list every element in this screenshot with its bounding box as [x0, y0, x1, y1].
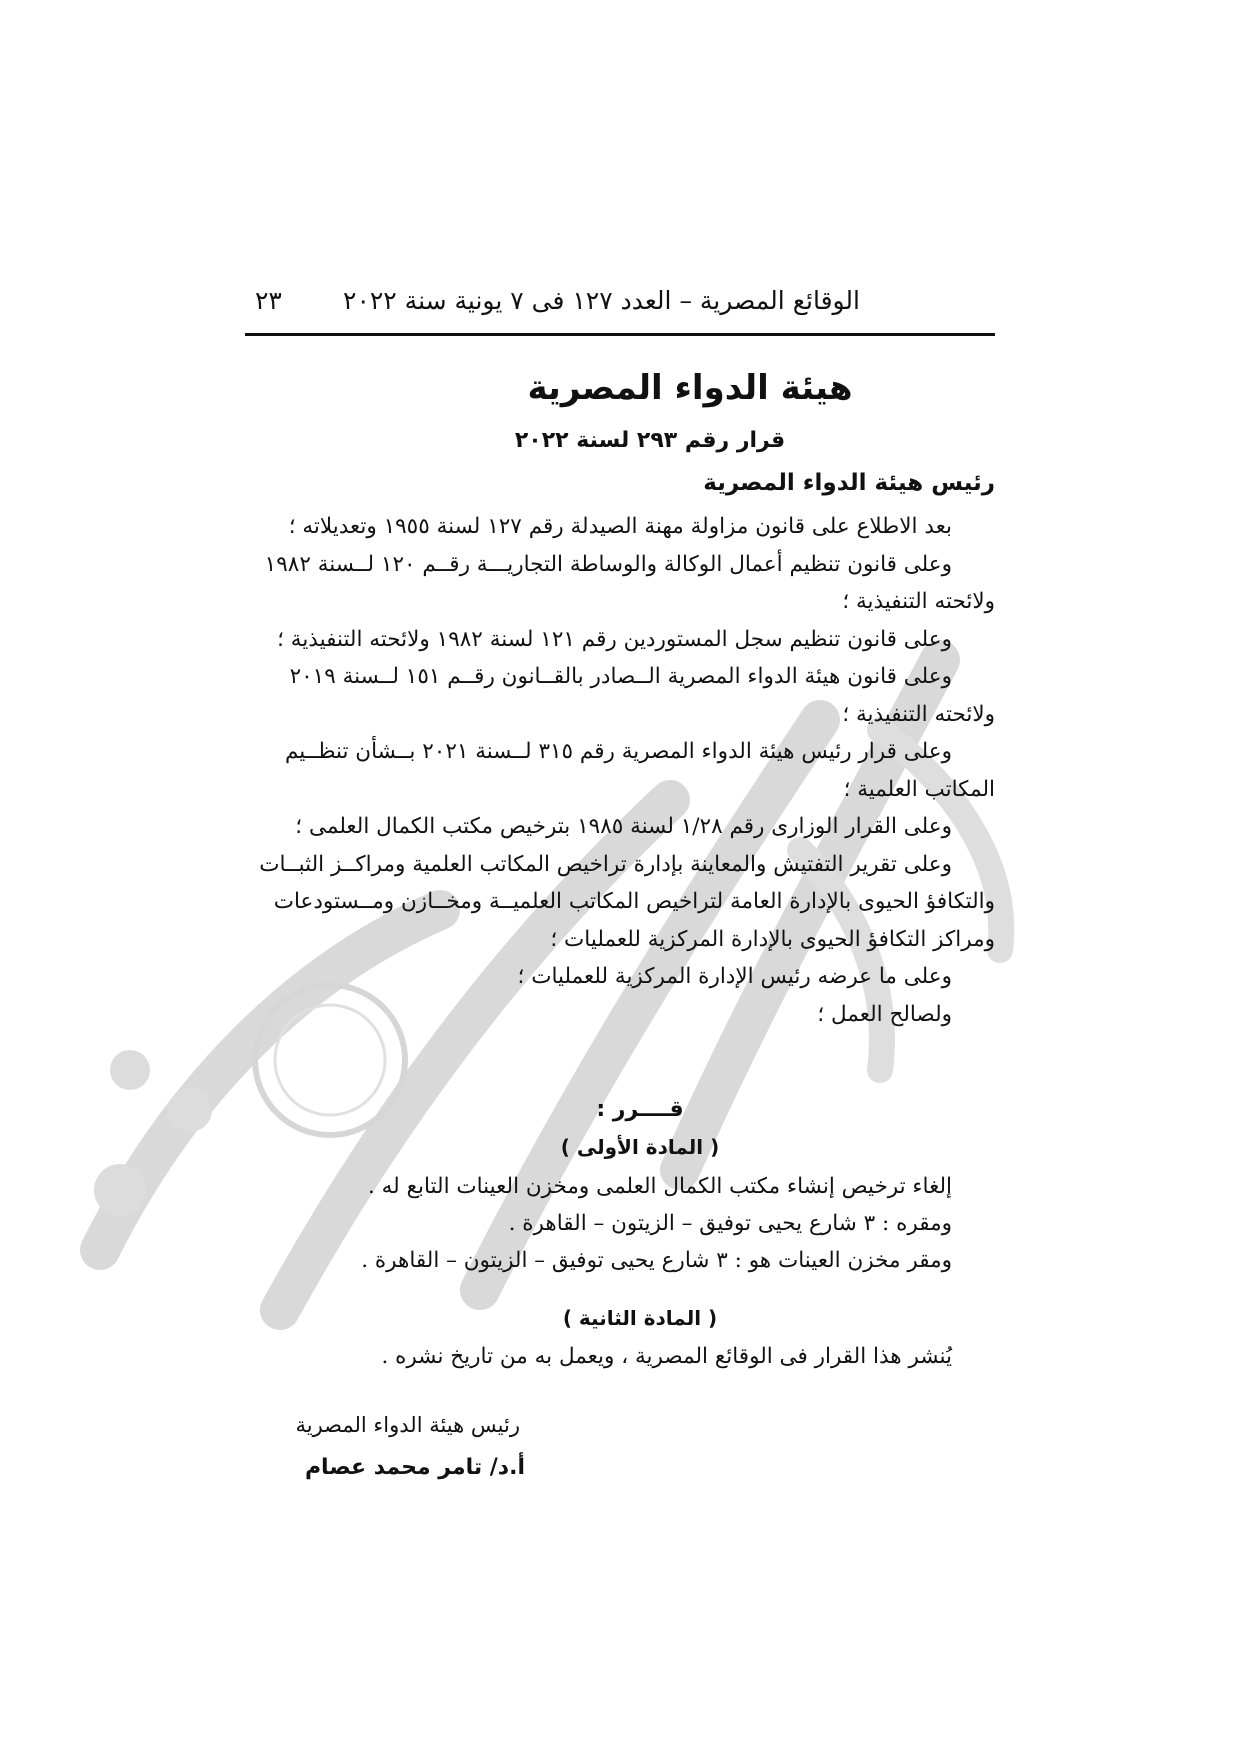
- preamble-line: وعلى ما عرضه رئيس الإدارة المركزية للعمليات ؛: [517, 964, 952, 989]
- preamble-line: ومراكز التكافؤ الحيوى بالإدارة المركزية للعمليات ؛: [550, 926, 995, 952]
- header-divider: [245, 333, 995, 336]
- preamble-line: وعلى قانون تنظيم سجل المستوردين رقم ١٢١ لسنة ١٩٨٢ ولائحته التنفيذية ؛: [277, 626, 952, 652]
- article-1-body: [245, 1168, 995, 1279]
- page-number: ٢٣: [255, 286, 282, 315]
- signatory-role: رئيس هيئة الدواء المصرية: [295, 1413, 520, 1437]
- preamble-line: ولصالح العمل ؛: [817, 1001, 952, 1027]
- issuer-heading: رئيس هيئة الدواء المصرية: [703, 470, 995, 496]
- preamble-line: وعلى القرار الوزارى رقم ١/٢٨ لسنة ١٩٨٥ بترخيص مكتب الكمال العلمى ؛: [295, 814, 952, 839]
- page-content: [245, 0, 995, 1754]
- preamble-line: وعلى قانون تنظيم أعمال الوكالة والوساطة التجاريـــة رقــم ١٢٠ لــسنة ١٩٨٢: [264, 551, 952, 577]
- preamble-line: وعلى تقرير التفتيش والمعاينة بإدارة تراخيص المكاتب العلمية ومراكــز الثبــات: [259, 851, 952, 877]
- article-line: إلغاء ترخيص إنشاء مكتب الكمال العلمى ومخزن العينات التابع له .: [367, 1174, 952, 1199]
- authority-title: هيئة الدواء المصرية: [527, 368, 853, 408]
- preamble-line: وعلى قرار رئيس هيئة الدواء المصرية رقم ٣١٥ لــسنة ٢٠٢١ بــشأن تنظــيم: [284, 739, 952, 764]
- preamble-line: ولائحته التنفيذية ؛: [842, 589, 995, 614]
- article-line: ومقر مخزن العينات هو : ٣ شارع يحيى توفيق – الزيتون – القاهرة .: [361, 1248, 952, 1273]
- article-1-title: ( المادة الأولى ): [560, 1135, 720, 1159]
- signature-block: [245, 1405, 525, 1480]
- preamble-line: والتكافؤ الحيوى بالإدارة العامة لتراخيص المكاتب العلميــة ومخــازن ومــستودعات: [273, 889, 995, 914]
- preamble-line: ولائحته التنفيذية ؛: [842, 701, 995, 727]
- preamble-line: بعد الاطلاع على قانون مزاولة مهنة الصيدلة رقم ١٢٧ لسنة ١٩٥٥ وتعديلاته ؛: [288, 514, 952, 539]
- article-line: يُنشر هذا القرار فى الوقائع المصرية ، ويعمل به من تاريخ نشره .: [381, 1344, 952, 1369]
- article-2-title: ( المادة الثانية ): [562, 1306, 718, 1330]
- preamble-line: المكاتب العلمية ؛: [843, 776, 995, 802]
- running-header: [245, 286, 995, 326]
- preamble-line: وعلى قانون هيئة الدواء المصرية الــصادر بالقــانون رقــم ١٥١ لــسنة ٢٠١٩: [289, 664, 952, 689]
- decided-label: قــــرر :: [596, 1097, 684, 1122]
- signatory-name: أ.د/ تامر محمد عصام: [304, 1455, 525, 1480]
- gazette-issue-line: الوقائع المصرية – العدد ١٢٧ فى ٧ يونية سنة ٢٠٢٢: [343, 286, 860, 315]
- preamble: [245, 508, 995, 1033]
- decree-title: قرار رقم ٢٩٣ لسنة ٢٠٢٢: [514, 428, 786, 453]
- article-2-body: [245, 1338, 995, 1375]
- article-line: ومقره : ٣ شارع يحيى توفيق – الزيتون – القاهرة .: [508, 1211, 952, 1236]
